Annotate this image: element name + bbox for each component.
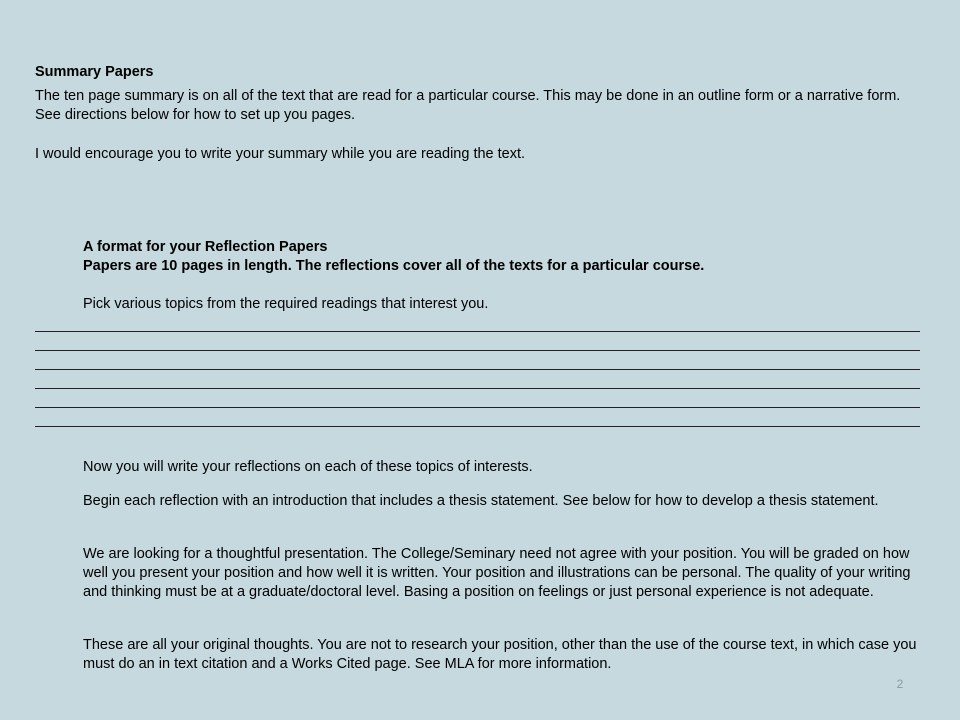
reflection-format-block	[83, 238, 913, 276]
reflection-title: A format for your Reflection Papers	[83, 239, 328, 255]
summary-encouragement: I would encourage you to write your summary while you are reading the text.	[35, 146, 526, 162]
writing-line	[35, 369, 920, 370]
page-number: 2	[896, 677, 904, 691]
writing-line	[35, 426, 920, 427]
summary-paragraph: The ten page summary is on all of the text that are read for a particular course. This may be done in an outline form or a narrative form. See directions below for how to set up you pages.	[35, 88, 901, 123]
topics-instruction: Pick various topics from the required readings that interest you.	[83, 296, 489, 312]
instruction-looking: We are looking for a thoughtful presentation. The College/Seminary need not agree with your position. You will be graded on how well you present your position and how well it is written. Your position and illustrations can be personal. The quality of your writing and thinking must be at a graduate/doctoral level. Basing a position on feelings or just personal experience is not adequate.	[83, 546, 911, 600]
writing-line	[35, 407, 920, 408]
writing-line	[35, 331, 920, 332]
instruction-begin: Begin each reflection with an introduction that includes a thesis statement. See below for how to develop a thesis statement.	[83, 493, 879, 509]
instruction-original: These are all your original thoughts. You are not to research your position, other than the use of the course text, in which case you must do an in text citation and a Works Cited page. See MLA for more information.	[83, 637, 917, 672]
summary-heading: Summary Papers	[35, 64, 154, 80]
reflection-length-note: Papers are 10 pages in length. The reflections cover all of the texts for a particular course.	[83, 258, 705, 274]
writing-line	[35, 350, 920, 351]
instruction-now: Now you will write your reflections on each of these topics of interests.	[83, 459, 533, 475]
writing-line	[35, 388, 920, 389]
